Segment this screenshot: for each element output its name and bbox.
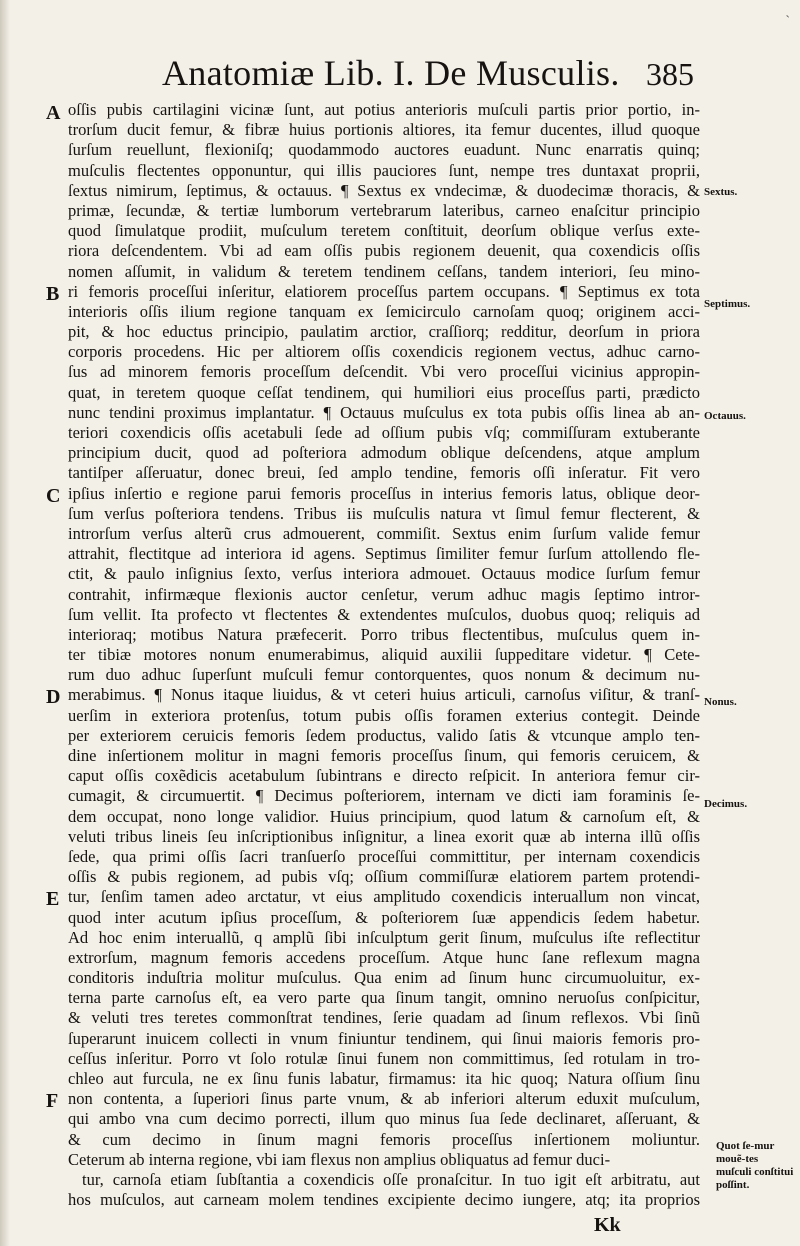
text-line: riora deſcendentem. Vbi ad eam oſſis pubis regionem deuenit, qua coxendicis oſſis <box>68 241 700 261</box>
text-line: nunc tendini proximus implantatur. ¶ Octauus muſculus ex tota pubis oſſis linea ab an- <box>68 402 700 422</box>
text-line: & veluti tres teretes commonſtrat tendines, ſerie quadam ad ſinum reflexos. Vbi ſinũ <box>68 1008 700 1028</box>
text-line: Ceterum ab interna regione, vbi iam flexus non amplius obliquatus ad femur duci- <box>68 1149 611 1169</box>
signature-mark: Kk <box>594 1214 621 1236</box>
text-line: pit, & hoc eductus principio, paulatim arctior, craſſiorq; redditur, deorſum in priora <box>68 322 700 342</box>
text-line: ipſius inſertio e regione parui femoris proceſſus in interius femoris latus, oblique deor- <box>68 483 700 503</box>
text-line: tur, carnoſa etiam ſubſtantia a coxendicis oſſe pronaſcitur. In tuo igit eſt arbitratu, aut <box>82 1169 700 1189</box>
text-line: Ad hoc enim interuallũ, q amplũ ſibi inſculptum gerit ſinum, muſculus iſte reflectitur <box>68 927 700 947</box>
section-letter-d: D <box>46 686 61 708</box>
margin-note-nonus: Nonus. <box>704 696 737 708</box>
text-line: oſſis & pubis regionem, ad pubis vſq; oſſium commiſſuræ elatiorem partem protendi- <box>68 867 700 887</box>
section-letter-b: B <box>46 283 60 305</box>
text-line: ter tibiæ motores nonum enumerabimus, aliquid auxilii ſuppeditare videtur. ¶ Cete- <box>68 645 700 665</box>
running-title: Anatomiæ Lib. I. De Musculis. <box>162 53 620 93</box>
margin-note-sextus: Sextus. <box>704 186 738 198</box>
text-line: ſurſum reuellunt, flexioniſq; quodammodo auctores euadunt. Nunc enarratis quinq; <box>68 140 700 160</box>
text-line: oſſis pubis cartilagini vicinæ ſunt, aut potius anterioris muſculi partis prior portio, in- <box>68 100 700 119</box>
text-line: rum duo adhuc ſuperſunt muſculi femur contorquentes, quos nonum & decimum nu- <box>68 665 700 685</box>
text-line: conditoris induſtria molitur muſculus. Qua enim ad ſinum hunc circumuoluitur, ex- <box>68 968 700 988</box>
text-line: attrahit, flectitque ad interiora id agens. Septimus ſimiliter femur ſurſum attollendo fle- <box>68 544 700 564</box>
text-line: trorſum ducit femur, & fibræ huius portionis altiores, ita femur ducentes, illud quoque <box>68 120 700 140</box>
text-line: cumagit, & circumuertit. ¶ Decimus poſteriorem, internam ve dicti iam foraminis ſe- <box>68 786 700 806</box>
text-line: ceſſus inſeritur. Porro vt ſolo rotulæ ſinui funem non committimus, ſed rotulam in tro- <box>68 1048 700 1068</box>
text-line: terna parte carnoſus eſt, ea vero parte qua ſinum tangit, omnino neruoſus conſpicitur, <box>68 988 700 1008</box>
margin-note-octauus: Octauus. <box>704 410 746 422</box>
text-line: chleo aut furcula, ne ex ſinu funis labatur, firmamus: ita hic quoq; Natura oſſium ſinu <box>68 1069 700 1088</box>
text-line: ri femoris proceſſui inſeritur, elatiorem proceſſus partem occupans. ¶ Septimus ex tota <box>68 281 700 301</box>
text-line: ſuperarunt inuicem collecti in vnum finiuntur tendinem, qui ſinui maioris femoris pro- <box>68 1028 700 1048</box>
text-line: ſextus nimirum, ſeptimus, & octauus. ¶ Sextus ex vndecimæ, & duodecimæ thoracis, & <box>68 180 700 200</box>
text-line: ſede, qua primi oſſis ſacri tranſuerſo proceſſui committitur, per internam coxendicis <box>68 846 700 866</box>
text-line: tur, ſenſim tamen adeo arctatur, vt eius amplitudo coxendicis interuallum non vincat, <box>68 887 700 907</box>
text-line: per exteriorem ceruicis femoris ſedem productus, valido ſatis & vtcunque amplo ten- <box>68 725 700 745</box>
text-line: tantiſper aſſeruatur, donec breui, ſed amplo tendine, femoris oſſi inſeratur. Fit vero <box>68 463 700 483</box>
text-line: introrſum verſus alterũ crus admouerent, commiſit. Sextus enim ſurſum valide femur <box>68 523 700 543</box>
text-line: extrorſum, magnum femoris accedens proceſſum. Atque hunc ſane reflexum magna <box>68 947 700 967</box>
text-line: interioris oſſis ilium regione tanquam ex ſemicirculo carnoſam quoq; originem acci- <box>68 301 700 321</box>
corner-mark: ` <box>785 14 790 29</box>
text-line: veluti tribus lineis ſeu inſcriptionibus inſignitur, a linea exorit quæ ab interna illũ oſſis <box>68 826 700 846</box>
text-line: muſculis flectentes opponuntur, qui illis pauciores ſunt, nempe tres duntaxat proprii, <box>68 160 700 180</box>
section-letter-c: C <box>46 485 61 507</box>
text-line: & cum decimo in ſinum magni femoris proceſſus inſertionem moliuntur. <box>68 1129 700 1149</box>
text-line: contrahit, infirmæque flexionis auctor cenſetur, verum adhuc magis ſeptimo intror- <box>68 584 700 604</box>
margin-note-decimus: Decimus. <box>704 798 748 810</box>
text-line: teriori coxendicis oſſis acetabuli ſede ad oſſium pubis vſq; commiſſuram extuberante <box>68 423 700 442</box>
section-letter-f: F <box>46 1090 59 1112</box>
text-line: non contenta, a ſuperiori ſinus parte vnum, & ab inferiori alterum eduxit muſculum, <box>68 1089 700 1109</box>
text-line: quod ſimulatque prodiit, muſculum teretem conſtituit, deorſum oblique verſus exte- <box>68 221 700 241</box>
text-line: hos muſculos, aut carneam molem tendines excipiente decimo iungere, atq; ita proprios <box>68 1190 700 1210</box>
page-edge-shadow <box>0 0 10 1246</box>
text-line: caput oſſis coxẽdicis acetabulum ſubintrans e directo reſpicit. In anteriora femur cir- <box>68 766 700 786</box>
margin-note-quot: Quot ſe-mur mouẽ-tes muſculi conſtitui poſſint. <box>716 1140 794 1191</box>
text-line: dem occupat, nono longe validior. Huius principium, quod latum & carnoſum eſt, & <box>68 806 700 826</box>
text-line: uerſim in exteriora protenſus, totum pubis oſſis foramen exterius contegit. Deinde <box>68 705 700 725</box>
margin-note-septimus: Septimus. <box>704 298 751 310</box>
text-line: ſus ad minorem femoris proceſſum deſcendit. Vbi vero proceſſui vicinius appropin- <box>68 362 700 382</box>
text-line: corporis procedens. Hic per altiorem oſſis coxendicis regionem vectus, adhuc carno- <box>68 342 700 362</box>
text-line: ctit, & paulo inſignius ſexto, verſus interiora admouet. Octauus modice ſurſum femur <box>68 564 700 584</box>
text-line: interioraq; motibus Natura præfecerit. Porro tribus flectentibus, muſculus quem in- <box>68 624 700 644</box>
text-line: quod inter acutum ipſius proceſſum, & poſteriorem ſuæ appendicis ſedem habetur. <box>68 907 700 927</box>
text-line: principium ducit, quod ad poſteriora admodum oblique deſcendens, atque amplum <box>68 443 700 463</box>
page-number: 385 <box>646 56 694 92</box>
text-line: primæ, ſecundæ, & tertiæ lumborum vertebrarum lateribus, carneo enaſcitur principio <box>68 200 700 220</box>
text-line: merabimus. ¶ Nonus itaque liuidus, & vt ceteri huius articuli, carnoſus viſitur, & tranſ- <box>68 685 700 705</box>
text-line: qui ambo vna cum decimo porrecti, illum quo minus ſua ſede declinaret, aſſeruant, & <box>68 1109 700 1129</box>
text-line: dine inſertionem molitur in magni femoris proceſſus ſinum, qui femoris ceruicem, & <box>68 746 700 765</box>
text-line: ſum verſus poſteriora tendens. Tribus iis muſculis natura vt ſimul femur flecterent, & <box>68 503 700 523</box>
text-line: nomen aſſumit, in validum & teretem tendinem ceſſans, tandem interiori, ſeu mino- <box>68 261 700 281</box>
section-letter-a: A <box>46 102 61 124</box>
text-line: quat, in teretem quoque ceſſat tendinem, qui humiliori eius proceſſus parti, prædicto <box>68 382 700 402</box>
text-line: ſum vellit. Ita profecto vt flectentes & extendentes muſculos, duobus quoq; reliquis ad <box>68 604 700 624</box>
body-text <box>68 100 700 1231</box>
section-letter-e: E <box>46 888 60 910</box>
